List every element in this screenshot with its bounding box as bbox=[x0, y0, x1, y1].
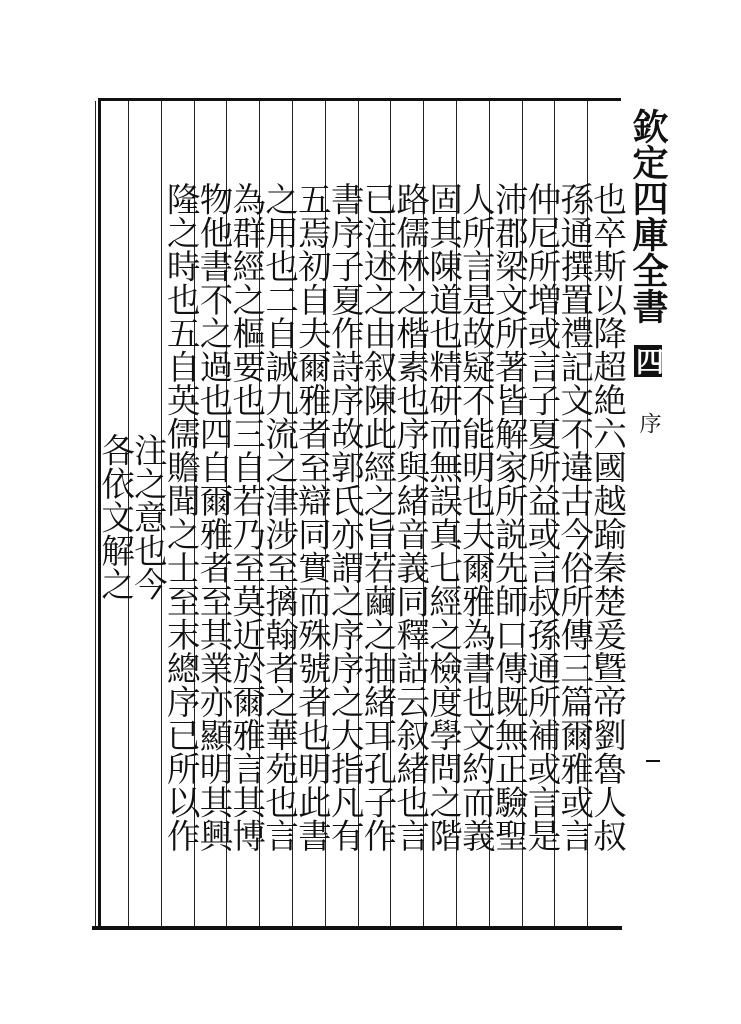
text-column: 已注述之由叙陳此經之旨若繭之抽緒耳孔子作 bbox=[358, 182, 397, 852]
page-number-mark bbox=[646, 760, 660, 762]
text-column: 孫通撰置禮記文不違古今俗所傳三篇爾雅或言 bbox=[554, 182, 594, 852]
text-column: 書序子夏作詩序故郭氏亦謂之序序之大指凡有 bbox=[325, 182, 365, 852]
text-column: 五焉初自夫爾雅者至辯同實而殊號者也明此書 bbox=[292, 182, 332, 852]
text-column: 為群經之樞要也三自若乃至莫近於爾雅言其博 bbox=[226, 182, 266, 852]
text-column: 物他書不之過也四自爾雅者至其業亦顯明其興 bbox=[194, 182, 233, 852]
page-margin-header bbox=[620, 108, 669, 868]
frame-bottom-border bbox=[92, 926, 622, 930]
text-column: 沛郡梁文所著皆解家所説先師口傳既無正驗聖 bbox=[489, 182, 529, 852]
text-column: 路儒林之楷素也序與緒音義同釋詁云叙緒也言 bbox=[390, 182, 430, 852]
volume-mark: 四 bbox=[632, 347, 665, 376]
book-title: 欽定四庫全書 bbox=[627, 108, 669, 324]
text-column: 各依文解之 bbox=[95, 433, 135, 601]
text-column: 人所言是故疑不能明也夫爾雅為書也文約而義 bbox=[456, 182, 496, 852]
section-label: 序 bbox=[636, 412, 661, 435]
text-column: 也卒斯以降超絶六國越踰秦楚爰曁帝劉魯人叔 bbox=[587, 182, 627, 852]
text-column: 仲尼所増或言子夏所益或言叔孫通所補或言是 bbox=[522, 182, 561, 852]
text-column: 隆之時也五自英儒贍聞之士至末總序已所以作 bbox=[161, 182, 201, 852]
text-column: 之用也二自誠九流之津涉至摛翰者之華苑也言 bbox=[259, 182, 299, 852]
frame-top-border bbox=[98, 98, 621, 101]
text-column: 固其陳道也精研而無誤真七經之檢度學問之階 bbox=[423, 182, 463, 852]
text-column: 注之意也今 bbox=[128, 433, 168, 601]
